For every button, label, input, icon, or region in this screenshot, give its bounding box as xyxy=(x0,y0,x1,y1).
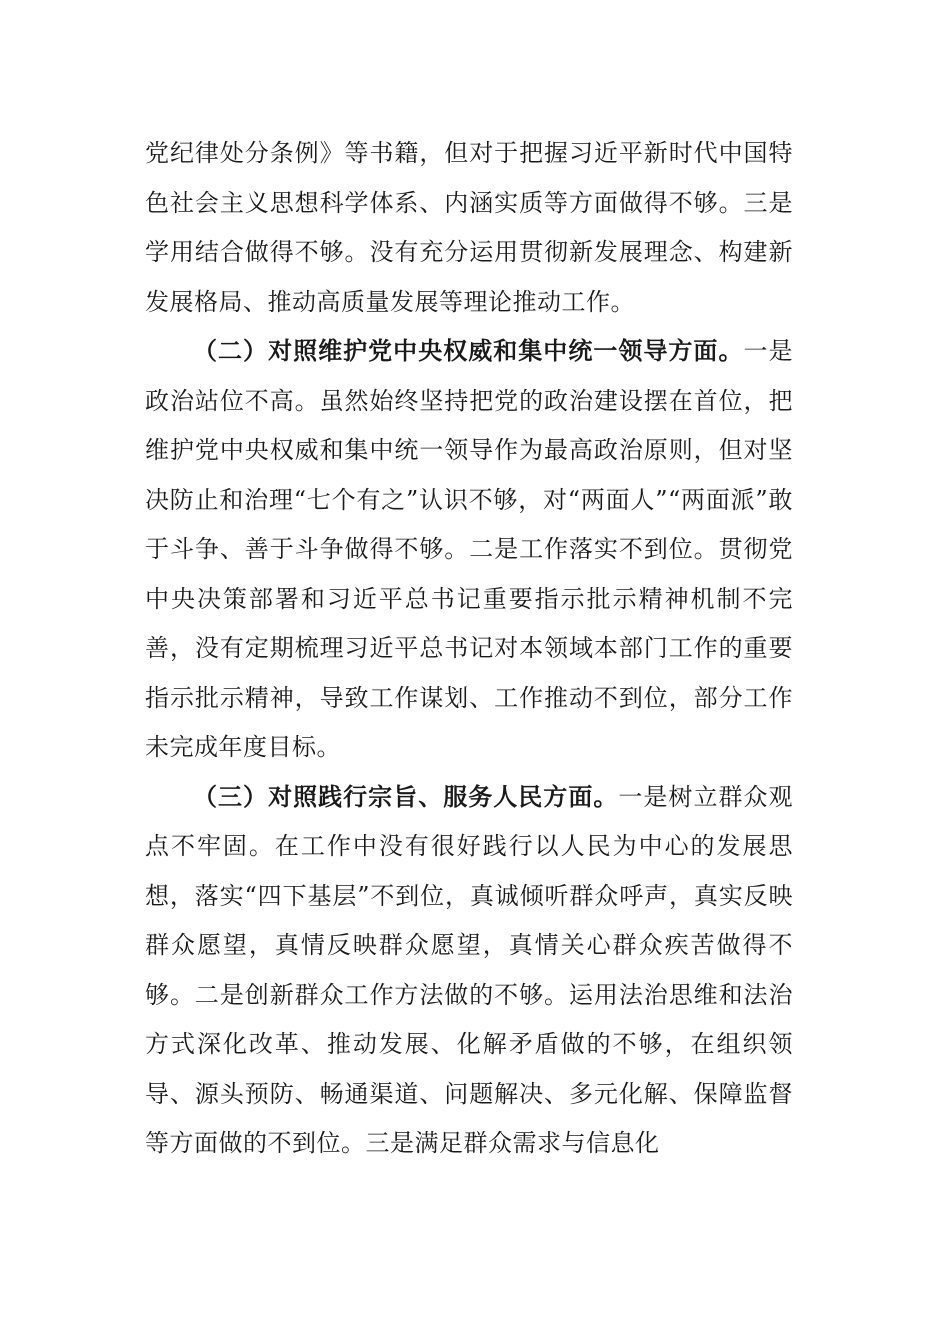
paragraph-section-3 xyxy=(145,773,793,1169)
document-body xyxy=(145,129,793,1169)
paragraph-text: 一是树立群众观点不牢固。在工作中没有很好践行以人民为中心的发展思想，落实“四下基层”不到位，真诚倾听群众呼声，真实反映群众愿望，真情反映群众愿望，真情关心群众疾苦做得不够。二是创新群众工作方法做的不够。运用法治思维和法治方式深化改革、推动发展、化解矛盾做的不够，在组织领导、源头预防、畅通渠道、问题解决、多元化解、保障监督等方面做的不到位。三是满足群众需求与信息化 xyxy=(145,782,794,1157)
paragraph-text: 党纪律处分条例》等书籍，但对于把握习近平新时代中国特色社会主义思想科学体系、内涵实质等方面做得不够。三是学用结合做得不够。没有充分运用贯彻新发展理念、构建新发展格局、推动高质量发展等理论推动工作。 xyxy=(145,139,793,316)
section-heading: （二）对照维护党中央权威和集中统一领导方面。 xyxy=(193,337,744,365)
paragraph-text: 一是政治站位不高。虽然始终坚持把党的政治建设摆在首位，把维护党中央权威和集中统一领导作为最高政治原则，但对坚决防止和治理“七个有之”认识不够，对“两面人”“两面派”敢于斗争、善于斗争做得不够。二是工作落实不到位。贯彻党中央决策部署和习近平总书记重要指示批示精神机制不完善，没有定期梳理习近平总书记对本领域本部门工作的重要指示批示精神，导致工作谋划、工作推动不到位，部分工作未完成年度目标。 xyxy=(145,337,794,761)
paragraph-section-2 xyxy=(145,327,793,773)
paragraph-continuation xyxy=(145,129,793,327)
section-heading: （三）对照践行宗旨、服务人民方面。 xyxy=(193,782,619,811)
